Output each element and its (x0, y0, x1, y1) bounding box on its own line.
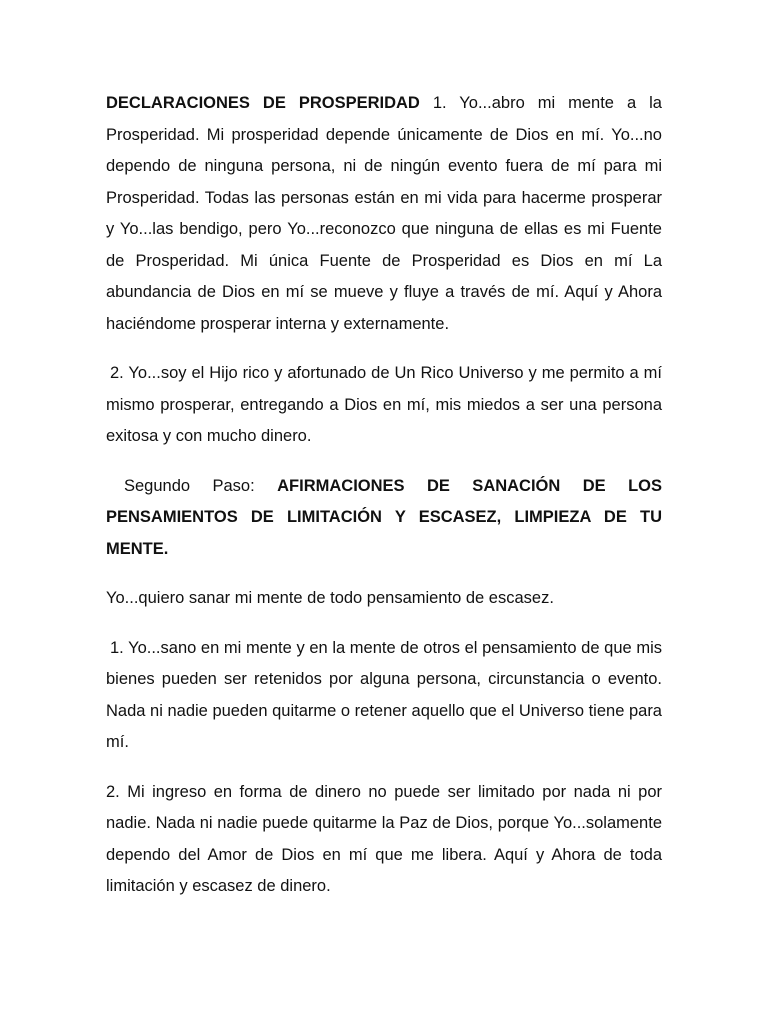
paragraph-segundo-paso (106, 471, 662, 566)
paragraph-item-2: 2. Yo...soy el Hijo rico y afortunado de Un Rico Universo y me permito a mí mismo prosperar, entregando a Dios en mí, mis miedos a ser una persona exitosa y con mucho dinero. (106, 364, 662, 445)
paragraph-sanacion-1: 1. Yo...sano en mi mente y en la mente de otros el pensamiento de que mis bienes pueden ser retenidos por alguna persona, circunstancia o evento. Nada ni nadie pueden quitarme o retener aquello que el Universo tiene para mí. (106, 638, 662, 751)
paragraph-sanacion-2: 2. Mi ingreso en forma de dinero no puede ser limitado por nada ni por nadie. Nada ni nadie puede quitarme la Paz de Dios, porque Yo...solamente dependo del Amor de Dios en mí que me libera. Aquí y Ahora de toda limitación y escasez de dinero. (106, 782, 662, 895)
segundo-paso-lead: Segundo Paso: (124, 476, 255, 495)
heading-afirmaciones: AFIRMACIONES DE SANACIÓN DE LOS PENSAMIENTOS DE LIMITACIÓN Y ESCASEZ, LIMPIEZA DE TU MENTE. (106, 476, 662, 558)
paragraph-declaraciones-body: 1. Yo...abro mi mente a la Prosperidad. Mi prosperidad depende únicamente de Dios en mí. Yo...no dependo de ninguna persona, ni de ningún evento fuera de mí para mi Prosperidad. Todas las personas están en mi vida para hacerme prosperar y Yo...las bendigo, pero Yo...reconozco que ninguna de ellas es mi Fuente de Prosperidad. Mi única Fuente de Prosperidad es Dios en mí La abundancia de Dios en mí se mueve y fluye a través de mí. Aquí y Ahora haciéndome prosperar interna y externamente. (106, 94, 662, 333)
heading-declaraciones: DECLARACIONES DE PROSPERIDAD (106, 94, 420, 112)
paragraph-intro-sanacion: Yo...quiero sanar mi mente de todo pensamiento de escasez. (106, 589, 554, 607)
paragraph-declaraciones (106, 88, 662, 340)
